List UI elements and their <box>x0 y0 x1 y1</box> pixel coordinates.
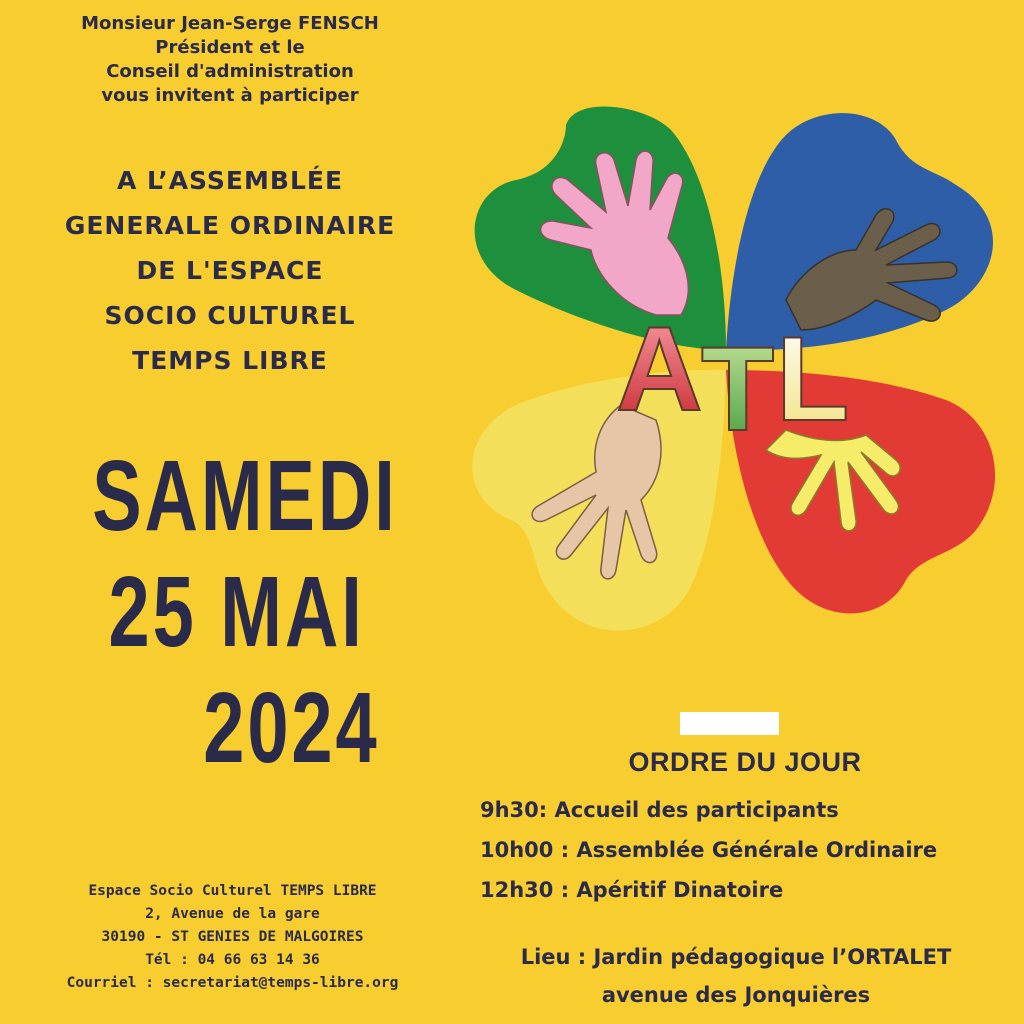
org-phone: Tél : 04 66 63 14 36 <box>145 952 320 968</box>
svg-text:A: A <box>616 302 703 436</box>
venue-street: avenue des Jonquières <box>601 983 871 1007</box>
divider-bar <box>680 712 779 735</box>
atl-letters <box>616 302 849 456</box>
agenda-item: 10h00 : Assemblée Générale Ordinaire <box>480 838 938 862</box>
org-name: Espace Socio Culturel TEMPS LIBRE <box>88 883 377 899</box>
svg-text:L: L <box>776 312 850 446</box>
assembly-line-2: GENERALE ORDINAIRE <box>64 211 396 240</box>
date-year: 2024 <box>203 672 380 784</box>
council-label: Conseil d'administration <box>106 61 354 82</box>
org-street: 2, Avenue de la gare <box>145 906 320 922</box>
venue-info <box>466 938 1006 1014</box>
event-date <box>70 438 398 786</box>
agenda-list <box>480 790 1020 910</box>
venue-place: Lieu : Jardin pédagogique l’ORTALET <box>520 945 952 969</box>
date-day-month: 25 MAI <box>108 556 365 668</box>
agenda-item: 12h30 : Apéritif Dinatoire <box>480 878 784 902</box>
president-name: Monsieur Jean-Serge FENSCH <box>81 13 379 34</box>
assembly-line-5: TEMPS LIBRE <box>132 346 328 375</box>
president-title: Président et le <box>155 37 305 58</box>
blue-leaf <box>726 113 993 350</box>
agenda-title: ORDRE DU JOUR <box>628 747 862 777</box>
assembly-title <box>40 158 420 383</box>
org-email: Courriel : secretariat@temps-libre.org <box>66 975 399 991</box>
org-city: 30190 - ST GENIES DE MALGOIRES <box>101 929 364 945</box>
atl-logo <box>456 100 1006 645</box>
assembly-line-3: DE L'ESPACE <box>136 256 324 285</box>
agenda-item: 9h30: Accueil des participants <box>480 798 839 822</box>
assembly-line-1: A L’ASSEMBLÉE <box>116 166 344 195</box>
invite-text: vous invitent à participer <box>101 85 359 106</box>
svg-text:T: T <box>701 322 775 456</box>
date-day: SAMEDI <box>92 440 398 552</box>
contact-info <box>30 880 435 995</box>
invitation-header <box>40 12 420 108</box>
assembly-line-4: SOCIO CULTUREL <box>104 301 356 330</box>
